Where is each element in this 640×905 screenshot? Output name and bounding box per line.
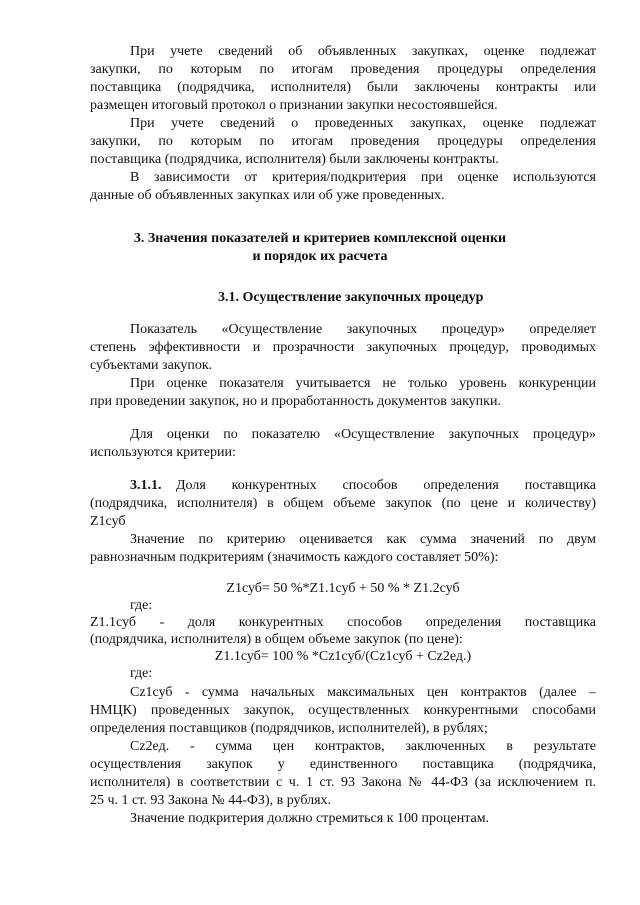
section-heading: 3. Значения показателей и критериев комплексной оценки [133, 231, 507, 246]
text-line: определения поставщиков (подрядчиков, исполнителей), в рублях; [90, 721, 488, 736]
text-line: Показатель «Осуществление закупочных процедур» определяет [130, 322, 596, 337]
text-line: В зависимости от критерия/подкритерия при оценке используются [130, 170, 596, 185]
text-line: 25 ч. 1 ст. 93 Закона № 44-ФЗ), в рублях. [90, 793, 332, 808]
text-line: При учете сведений об объявленных закупках, оценке подлежат [130, 44, 596, 59]
text-line: Cz1суб - сумма начальных максимальных цен контрактов (далее – [130, 685, 596, 700]
text-line: степень эффективности и прозрачности закупочных процедур, проводимых [90, 340, 596, 355]
text-line: данные об объявленных закупках или об уже проведенных. [90, 188, 445, 203]
text-line: При оценке показателя учитывается не только уровень конкуренции [130, 376, 596, 391]
text-line: НМЦК) проведенных закупок, осуществленных конкурентными способами [90, 703, 596, 718]
text-line: Для оценки по показателю «Осуществление закупочных процедур» [130, 427, 596, 442]
formula: Z1.1суб= 100 % *Cz1суб/(Cz1суб + Cz2ед.) [214, 649, 472, 664]
text-line: (подрядчика, исполнителя) в общем объеме закупок (по цене и количеству) [90, 496, 596, 511]
text-line: Cz2ед. - сумма цен контрактов, заключенных в результате [130, 739, 596, 754]
text-line: закупки, по которым по итогам проведения процедуры определения [90, 134, 596, 149]
text-line: Z1.1суб - доля конкурентных способов определения поставщика [90, 615, 596, 630]
text-line: размещен итоговый протокол о признании закупки несостоявшейся. [90, 98, 498, 113]
text-line: где: [130, 666, 153, 681]
text-line: поставщика (подрядчика, исполнителя) были заключены контракты. [90, 152, 499, 167]
text-line: поставщика (подрядчика, исполнителя) были заключены контракты или [90, 80, 596, 95]
text-line: где: [130, 598, 153, 613]
text-line: используются критерии: [90, 445, 236, 460]
subsection-heading: 3.1. Осуществление закупочных процедур [218, 290, 484, 305]
text-line: закупки, по которым по итогам проведения процедуры определения [90, 62, 596, 77]
text-line: осуществления закупок у единственного поставщика (подрядчика, [90, 757, 596, 772]
text-line: Значение по критерию оценивается как сумма значений по двум [130, 532, 596, 547]
section-heading: и порядок их расчета [252, 249, 388, 264]
text-line: равнозначным подкритериям (значимость каждого составляет 50%): [90, 550, 499, 565]
text-line: Доля конкурентных способов определения поставщика [176, 478, 596, 493]
text-line: при проведении закупок, но и проработанность документов закупки. [90, 394, 501, 409]
text-line: Значение подкритерия должно стремиться к 100 процентам. [130, 811, 490, 826]
text-line: При учете сведений о проведенных закупках, оценке подлежат [130, 116, 596, 131]
text-line: исполнителя) в соответствии с ч. 1 ст. 93 Закона № 44-ФЗ (за исключением п. [90, 775, 596, 790]
text-line: Z1суб [90, 514, 126, 529]
formula: Z1суб= 50 %*Z1.1суб + 50 % * Z1.2суб [226, 581, 460, 596]
text-line: субъектами закупок. [90, 358, 213, 373]
text-line: (подрядчика, исполнителя) в общем объеме закупок (по цене): [90, 632, 463, 647]
clause-number: 3.1.1. [130, 478, 162, 493]
